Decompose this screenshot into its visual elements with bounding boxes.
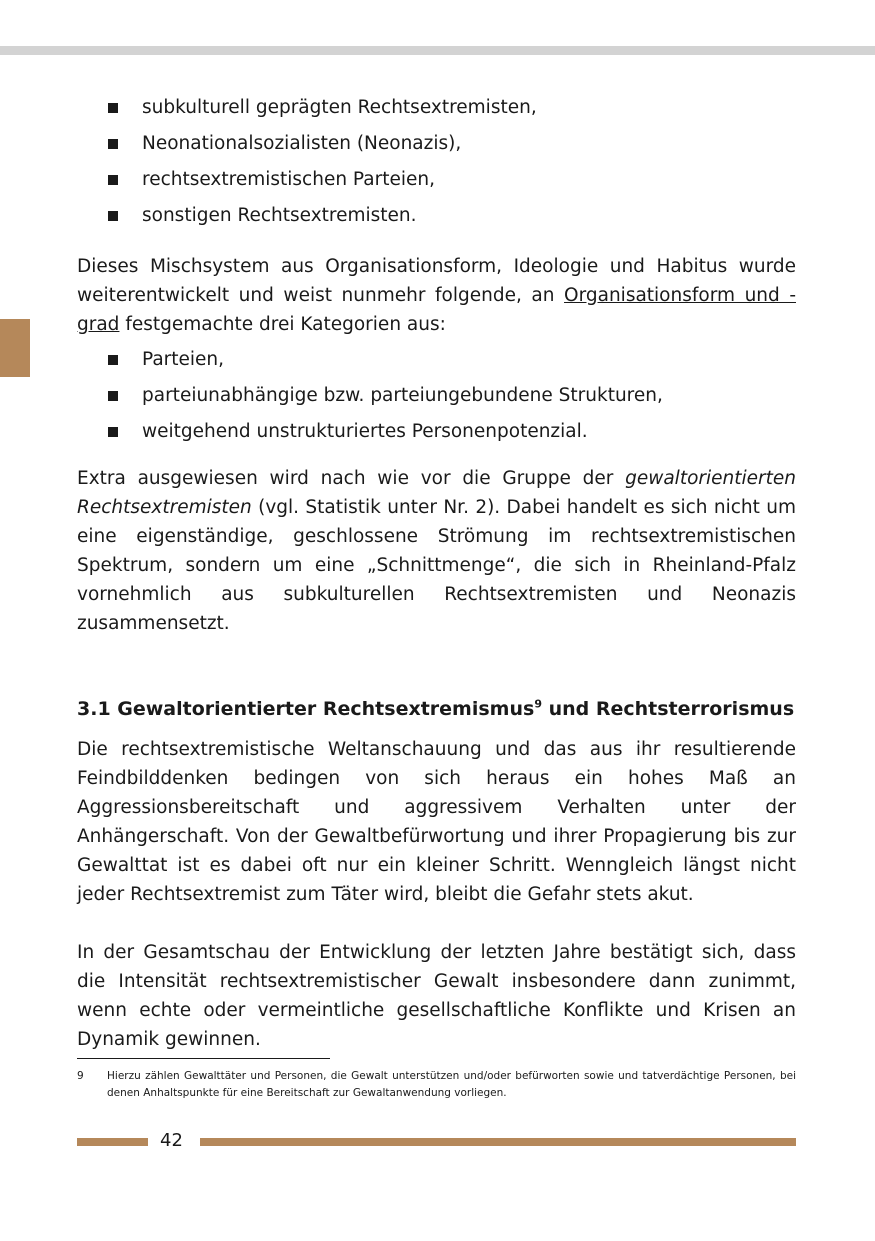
list-item — [77, 378, 796, 414]
bullet-square-icon — [108, 211, 118, 221]
bullet-square-icon — [108, 103, 118, 113]
list-item — [77, 342, 796, 378]
page-number-bar-right — [200, 1138, 796, 1146]
page-content — [77, 90, 796, 1054]
page-number: 42 — [160, 1130, 183, 1151]
bullet-square-icon — [108, 175, 118, 185]
list-item — [77, 126, 796, 162]
footnote-ref[interactable]: 9 — [534, 697, 542, 711]
list-item-text: sonstigen Rechtsextremisten. — [142, 205, 417, 226]
underlined-term: Organisationsform und -grad — [77, 285, 796, 335]
list-item-text: parteiunabhängige bzw. parteiungebundene Strukturen, — [142, 385, 663, 406]
list-item — [77, 414, 796, 450]
group-list — [77, 90, 796, 234]
paragraph-gesamtschau: In der Gesamtschau der Entwicklung der letzten Jahre bestätigt sich, dass die Intensität rechtsextremistischer Gewalt insbesondere dann zunimmt, wenn echte oder vermeintliche gesellschaftliche Konflikte und Krisen an Dynamik gewinnen. — [77, 942, 796, 1050]
list-item-text: subkulturell geprägten Rechtsextremisten, — [142, 97, 537, 118]
list-item — [77, 90, 796, 126]
bullet-square-icon — [108, 391, 118, 401]
list-item — [77, 162, 796, 198]
italic-term: gewaltorientierten Rechtsextremisten — [77, 468, 796, 518]
category-list — [77, 342, 796, 450]
bullet-square-icon — [108, 427, 118, 437]
top-header-bar — [0, 46, 875, 55]
page-number-bar-left — [77, 1138, 148, 1146]
footnote-divider — [77, 1058, 330, 1059]
list-item-text: rechtsextremistischen Parteien, — [142, 169, 435, 190]
chapter-side-tab — [0, 319, 30, 377]
paragraph-mischsystem: Dieses Mischsystem aus Organisationsform, Ideologie und Habitus wurde weiterentwickelt und weist nunmehr folgende, an Organisationsform und -grad festgemachte drei Kategorien aus: — [77, 256, 796, 335]
list-item-text: weitgehend unstrukturiertes Personenpotenzial. — [142, 421, 588, 442]
footnote-number: 9 — [77, 1070, 84, 1082]
footnote — [77, 1068, 796, 1102]
footnote-text: Hierzu zählen Gewalttäter und Personen, die Gewalt unterstützen und/oder befürworten sowie und tatverdächtige Personen, bei denen Anhaltspunkte für eine Bereitschaft zur Gewaltanwendung vorliegen. — [107, 1070, 796, 1099]
paragraph-weltanschauung: Die rechtsextremistische Weltanschauung und das aus ihr resultierende Feindbilddenken bedingen von sich heraus ein hohes Maß an Aggressionsbereitschaft und aggressivem Verhalten unter der Anhängerschaft. Von der Gewaltbefürwortung und ihrer Propagierung bis zur Gewalttat ist es dabei oft nur ein kleiner Schritt. Wenngleich längst nicht jeder Rechtsextremist zum Täter wird, bleibt die Gefahr stets akut. — [77, 739, 796, 905]
list-item — [77, 198, 796, 234]
section-heading: 3.1 Gewaltorientierter Rechtsextremismus$^9$ und Rechtsterrorismus — [77, 697, 795, 720]
paragraph-gewaltorientiert: Extra ausgewiesen wird nach wie vor die Gruppe der gewaltorientierten Rechtsextremisten (vgl. Statistik unter Nr. 2). Dabei handelt es sich nicht um eine eigenständige, geschlossene Strömung im rechtsextremistischen Spektrum, sondern um eine „Schnittmenge“, die sich in Rheinland-Pfalz vornehmlich aus subkulturellen Rechtsextremisten und Neonazis zusammensetzt. — [77, 468, 796, 634]
list-item-text: Neonationalsozialisten (Neonazis), — [142, 133, 462, 154]
list-item-text: Parteien, — [142, 349, 225, 370]
bullet-square-icon — [108, 355, 118, 365]
bullet-square-icon — [108, 139, 118, 149]
